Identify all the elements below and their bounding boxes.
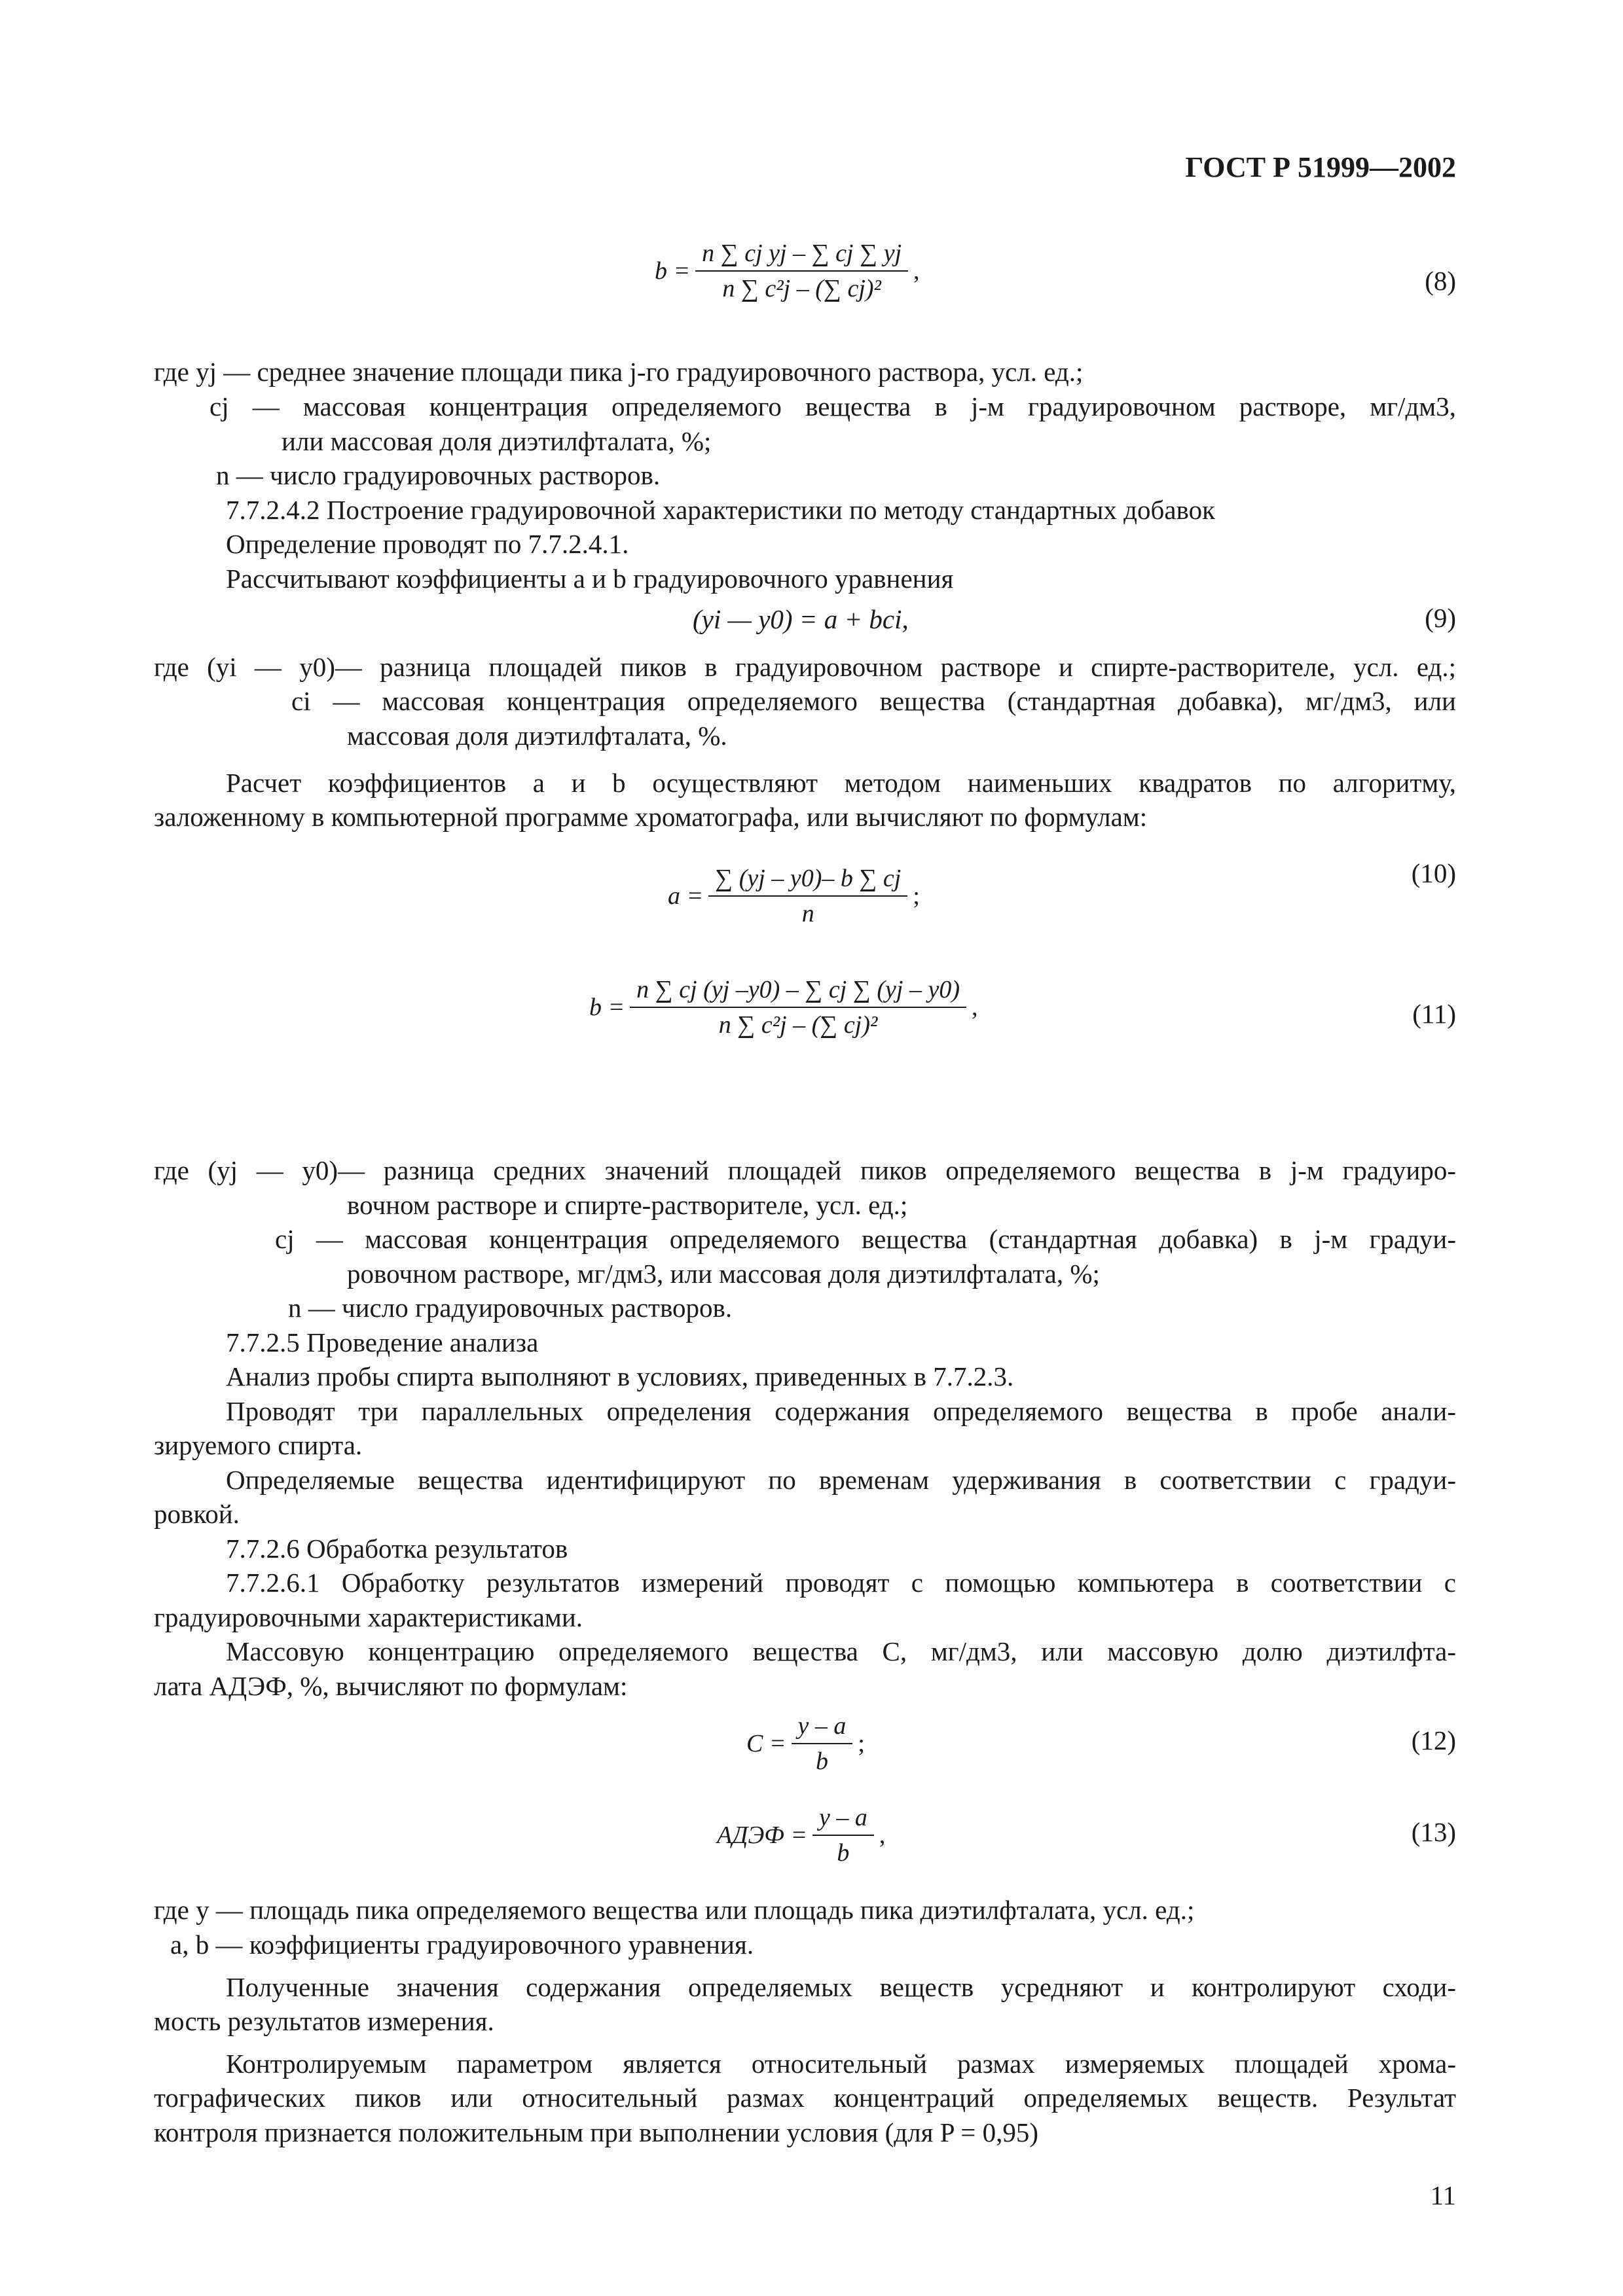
text-line: Массовую концентрацию определяемого вещества C, мг/дм3, или массовую долю диэтилфта-: [226, 1636, 1456, 1666]
section-heading: 7.7.2.4.2 Построение градуировочной характеристики по методу стандартных добавок: [226, 495, 1216, 525]
equation-8: [655, 239, 920, 303]
text-line: зируемого спирта.: [154, 1430, 363, 1460]
equation-8-denominator: n ∑ c²j – (∑ cj)²: [722, 275, 881, 302]
equation-10-number: (10): [1411, 858, 1456, 888]
equation-9: (yi — y0) = a + bci,: [693, 604, 909, 634]
equation-12: [746, 1712, 865, 1776]
text-line: где yj — среднее значение площади пика j-го градуировочного раствора, усл. ед.;: [154, 357, 1084, 387]
text-line: ровкой.: [154, 1499, 240, 1529]
text-line: массовая доля диэтилфталата, %.: [347, 721, 727, 751]
text-line: ровочном растворе, мг/дм3, или массовая доля диэтилфталата, %;: [347, 1259, 1100, 1289]
text-line: тографических пиков или относительный размах концентраций определяемых веществ. Результат: [154, 2083, 1456, 2113]
text-line: контроля признается положительным при выполнении условия (для P = 0,95): [154, 2117, 1038, 2147]
text-line: cj — массовая концентрация определяемого вещества в j-м градуировочном растворе, мг/дм3,: [210, 391, 1456, 422]
text-line: заложенному в компьютерной программе хроматографа, или вычисляют по формулам:: [154, 802, 1148, 832]
text-line: вочном растворе и спирте-растворителе, усл. ед.;: [347, 1190, 908, 1220]
equation-10-fraction: [708, 864, 907, 928]
equation-10-tail: ;: [913, 882, 920, 910]
text-line: Расчет коэффициентов a и b осуществляют методом наименьших квадратов по алгоритму,: [226, 768, 1456, 798]
equation-12-tail: ;: [858, 1730, 865, 1757]
text-line: Определение проводят по 7.7.2.4.1.: [226, 529, 629, 559]
text-line: мость результатов измерения.: [154, 2006, 494, 2036]
text-line: ci — массовая концентрация определяемого вещества (стандартная добавка), мг/дм3, или: [291, 686, 1456, 716]
text-line: где (yj — y0)— разница средних значений площадей пиков определяемого вещества в j-м градуиро-: [154, 1155, 1456, 1185]
equation-13-tail: ,: [879, 1821, 886, 1849]
text-line: Определяемые вещества идентифицируют по временам удерживания в соответствии с градуи-: [226, 1465, 1456, 1495]
equation-8-fraction: [695, 239, 908, 303]
equation-10-lhs: a =: [668, 882, 704, 910]
equation-11-tail: ,: [971, 994, 978, 1021]
equation-8-lhs: b =: [655, 257, 691, 285]
equation-8-number: (8): [1425, 266, 1456, 296]
equation-13-number: (13): [1411, 1817, 1456, 1847]
text-line: cj — массовая концентрация определяемого вещества (стандартная добавка) в j-м градуи-: [275, 1224, 1456, 1254]
document-header: ГОСТ Р 51999—2002: [1185, 151, 1456, 183]
equation-9-number: (9): [1425, 603, 1456, 633]
equation-10-denominator: n: [801, 900, 814, 927]
text-line: a, b — коэффициенты градуировочного уравнения.: [170, 1929, 754, 1960]
text-line: Контролируемым параметром является относительный размах измеряемых площадей хрома-: [226, 2049, 1456, 2079]
equation-12-denominator: b: [815, 1748, 828, 1775]
equation-12-number: (12): [1411, 1725, 1456, 1755]
equation-13-fraction: [812, 1803, 874, 1867]
equation-8-tail: ,: [913, 257, 920, 285]
text-line: где (yi — y0)— разница площадей пиков в градуировочном растворе и спирте-растворителе, усл. ед.;: [154, 652, 1456, 682]
text-line: 7.7.2.6.1 Обработку результатов измерений проводят с помощью компьютера в соответствии с: [226, 1568, 1456, 1598]
text-line: или массовая доля диэтилфталата, %;: [282, 426, 712, 456]
equation-13: [717, 1803, 885, 1867]
equation-13-denominator: b: [837, 1839, 850, 1867]
equation-10: [668, 864, 920, 928]
text-line: n — число градуировочных растворов.: [216, 460, 661, 490]
page-number: 11: [1430, 2180, 1456, 2210]
text-line: градуировочными характеристиками.: [154, 1602, 583, 1632]
equation-11-lhs: b =: [589, 994, 625, 1021]
equation-12-fraction: [792, 1712, 853, 1776]
section-heading: 7.7.2.6 Обработка результатов: [226, 1534, 568, 1564]
equation-11-fraction: [630, 975, 966, 1039]
equation-11-number: (11): [1412, 999, 1456, 1029]
equation-13-lhs: AДЭФ =: [717, 1821, 807, 1849]
equation-10-numerator: ∑ (yj – y0)– b ∑ cj: [708, 864, 907, 897]
text-line: лата AДЭФ, %, вычисляют по формулам:: [154, 1671, 628, 1701]
equation-12-numerator: y – a: [792, 1712, 853, 1744]
text-line: Анализ пробы спирта выполняют в условиях, приведенных в 7.7.2.3.: [226, 1361, 1014, 1391]
section-heading: 7.7.2.5 Проведение анализа: [226, 1327, 539, 1357]
equation-11-denominator: n ∑ c²j – (∑ cj)²: [718, 1011, 878, 1039]
equation-8-numerator: n ∑ cj yj – ∑ cj ∑ yj: [695, 239, 908, 272]
equation-11: [589, 975, 977, 1039]
text-line: n — число градуировочных растворов.: [288, 1293, 733, 1323]
text-line: Рассчитывают коэффициенты a и b градуировочного уравнения: [226, 564, 954, 594]
text-line: Полученные значения содержания определяемых веществ усредняют и контролируют сходи-: [226, 1972, 1456, 2002]
equation-13-numerator: y – a: [812, 1803, 874, 1836]
text-line: Проводят три параллельных определения содержания определяемого вещества в пробе анали-: [226, 1396, 1456, 1426]
equation-12-lhs: C =: [746, 1730, 786, 1757]
equation-11-numerator: n ∑ cj (yj –y0) – ∑ cj ∑ (yj – y0): [630, 975, 966, 1008]
text-line: где y — площадь пика определяемого вещества или площадь пика диэтилфталата, усл. ед.;: [154, 1895, 1195, 1925]
